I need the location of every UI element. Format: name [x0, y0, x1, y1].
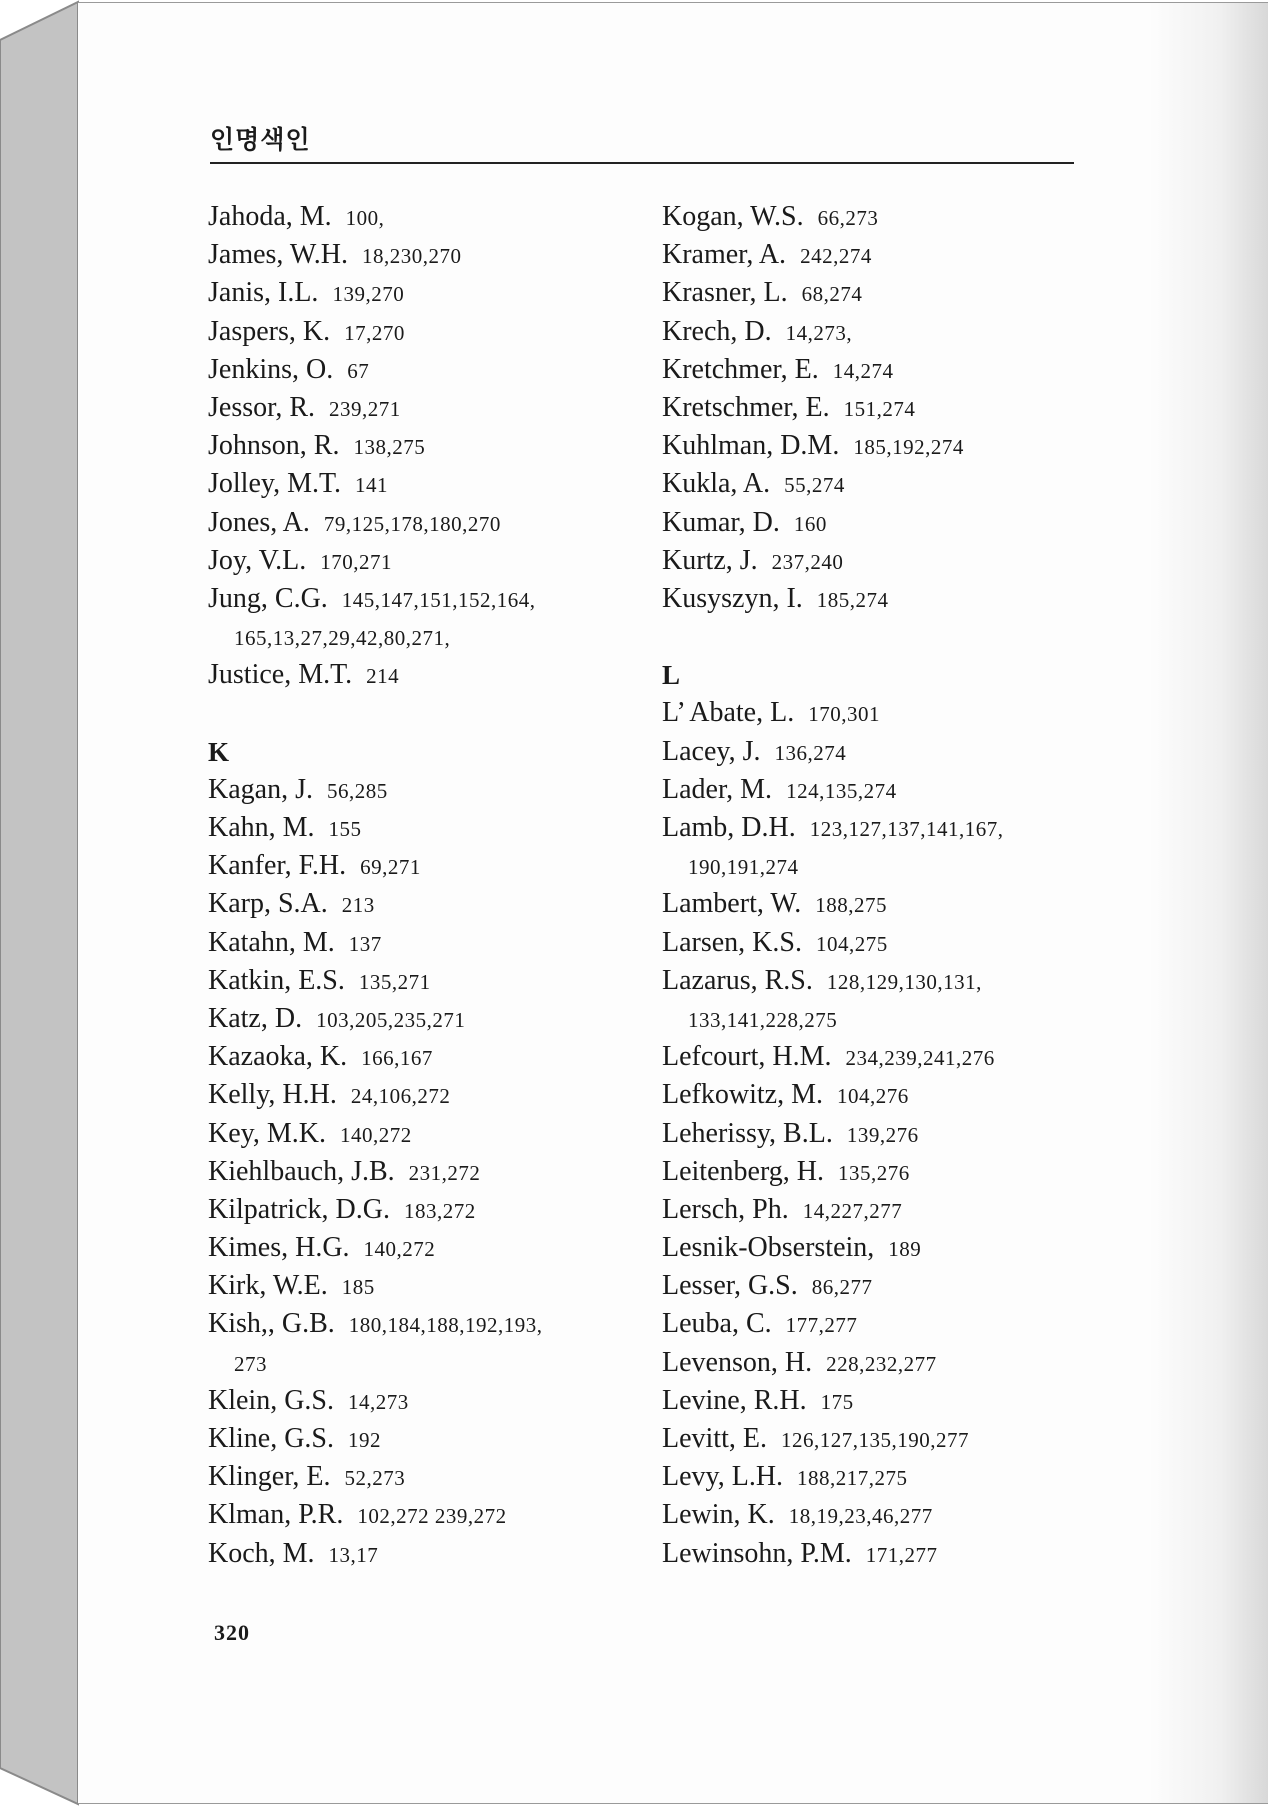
entry-pages: 138,275	[353, 435, 426, 460]
page-number: 320	[214, 1620, 250, 1645]
index-entry	[208, 313, 648, 351]
entry-pages: 123,127,137,141,167,	[809, 817, 1004, 841]
section-letter: L	[662, 660, 681, 691]
index-entry	[662, 1344, 1102, 1382]
index-entry	[662, 351, 1102, 389]
entry-pages: 17,270	[344, 320, 405, 345]
entry-name: Krech, D.	[662, 315, 772, 347]
index-entry	[208, 1191, 648, 1229]
left-index-column	[208, 198, 648, 1573]
index-entry	[662, 809, 1102, 847]
entry-pages: 214	[366, 664, 400, 689]
entry-pages: 242,274	[800, 244, 872, 269]
index-entry	[662, 1305, 1102, 1343]
entry-pages: 155	[328, 817, 362, 841]
entry-name: Jung, C.G.	[208, 582, 328, 614]
entry-pages: 170,301	[808, 702, 880, 727]
entry-name: Kish,, G.B.	[208, 1308, 335, 1340]
index-entry	[662, 1191, 1102, 1229]
entry-name: Jolley, M.T.	[208, 468, 341, 500]
entry-pages: 189	[888, 1237, 922, 1262]
entry-name: Kelly, H.H.	[208, 1079, 337, 1111]
index-entry	[208, 274, 648, 312]
entry-name: Kretschmer, E.	[662, 391, 830, 423]
entry-pages: 14,273,	[785, 320, 853, 345]
entry-name: Kimes, H.G.	[208, 1232, 350, 1264]
entry-name: Justice, M.T.	[208, 659, 353, 691]
index-entry	[662, 1458, 1102, 1496]
entry-name: L’ Abate, L.	[662, 697, 795, 729]
entry-name: Larsen, K.S.	[662, 926, 802, 958]
entry-pages: 67	[347, 358, 370, 383]
entry-name: Kukla, A.	[662, 468, 771, 500]
entry-pages: 135,276	[837, 1160, 910, 1185]
entry-pages: 180,184,188,192,193,	[348, 1313, 543, 1338]
entry-pages: 160	[793, 511, 827, 536]
entry-name: Kogan, W.S.	[662, 201, 804, 232]
index-entry	[662, 1267, 1102, 1305]
index-entry	[662, 885, 1102, 923]
page-header-title: 인명색인	[210, 125, 311, 154]
entry-name: Kazaoka, K.	[208, 1041, 348, 1073]
entry-pages: 24,106,272	[350, 1084, 451, 1109]
index-entry	[662, 465, 1102, 503]
index-entry	[662, 1382, 1102, 1420]
entry-name: Key, M.K.	[208, 1117, 326, 1149]
entry-pages: 273	[234, 1351, 267, 1376]
entry-name: Leherissy, B.L.	[662, 1117, 833, 1149]
entry-pages: 79,125,178,180,270	[323, 511, 501, 536]
index-entry	[662, 733, 1102, 771]
entry-name: Lewinsohn, P.M.	[662, 1537, 852, 1569]
entry-pages: 126,127,135,190,277	[780, 1428, 969, 1452]
entry-name: Lader, M.	[662, 773, 773, 805]
entry-name: Leitenberg, H.	[662, 1155, 824, 1187]
index-entry	[208, 504, 648, 542]
index-entry	[208, 1382, 648, 1420]
entry-pages: 213	[341, 893, 375, 918]
entry-pages: 133,141,228,275	[688, 1007, 838, 1032]
entry-pages: 228,232,277	[826, 1351, 937, 1376]
entry-pages: 165,13,27,29,42,80,271,	[234, 626, 451, 651]
entry-name: Lamb, D.H.	[662, 812, 796, 843]
index-entry	[208, 962, 648, 1000]
entry-name: Kramer, A.	[662, 239, 787, 271]
entry-name: Kumar, D.	[662, 506, 780, 538]
entry-pages: 68,274	[801, 282, 863, 307]
index-entry	[208, 465, 648, 503]
entry-name: Joy, V.L.	[208, 544, 307, 576]
entry-name: Lazarus, R.S.	[662, 964, 813, 996]
entry-name: Kahn, M.	[208, 812, 315, 843]
entry-pages: 234,239,241,276	[845, 1046, 995, 1071]
index-entry	[662, 236, 1102, 274]
index-entry-continuation	[662, 1000, 1102, 1038]
entry-pages: 151,274	[843, 396, 916, 421]
index-entry	[662, 1076, 1102, 1114]
index-entry-continuation	[208, 618, 648, 656]
index-entry	[208, 389, 648, 427]
entry-name: Katz, D.	[208, 1002, 303, 1034]
entry-name: Jahoda, M.	[208, 201, 332, 232]
index-entry	[662, 962, 1102, 1000]
index-entry	[662, 313, 1102, 351]
index-entry	[208, 427, 648, 465]
entry-pages: 18,19,23,46,277	[788, 1504, 933, 1529]
entry-name: Kline, G.S.	[208, 1423, 334, 1454]
index-entry	[208, 656, 648, 694]
entry-name: Kusyszyn, I.	[662, 582, 803, 614]
entry-pages: 137	[348, 931, 382, 956]
index-entry	[662, 1038, 1102, 1076]
index-entry	[662, 771, 1102, 809]
right-index-column	[662, 198, 1102, 1573]
entry-name: Janis, I.L.	[208, 277, 319, 309]
entry-name: Koch, M.	[208, 1537, 315, 1569]
index-entry	[208, 1535, 648, 1573]
entry-name: Kagan, J.	[208, 773, 313, 805]
entry-name: Lambert, W.	[662, 888, 802, 920]
entry-pages: 171,277	[865, 1542, 938, 1567]
entry-pages: 231,272	[408, 1160, 481, 1185]
entry-name: Levy, L.H.	[662, 1461, 784, 1493]
index-entry	[208, 198, 648, 236]
entry-name: Kilpatrick, D.G.	[208, 1193, 390, 1225]
entry-pages: 185,192,274	[853, 435, 964, 460]
section-letter: K	[208, 736, 230, 767]
index-entry	[662, 542, 1102, 580]
index-entry	[662, 580, 1102, 618]
index-entry	[208, 236, 648, 274]
entry-name: Jones, A.	[208, 506, 310, 538]
entry-pages: 190,191,274	[688, 855, 799, 880]
index-entry	[208, 1496, 648, 1534]
entry-pages: 86,277	[811, 1275, 873, 1300]
entry-name: Lefkowitz, M.	[662, 1079, 823, 1111]
entry-name: Lewin, K.	[662, 1499, 775, 1531]
section-spacer	[208, 694, 648, 732]
index-entry	[208, 1076, 648, 1114]
entry-name: Kuhlman, D.M.	[662, 430, 840, 462]
index-entry	[662, 924, 1102, 962]
entry-pages: 124,135,274	[786, 778, 897, 803]
entry-pages: 140,272	[363, 1237, 436, 1262]
entry-pages: 140,272	[339, 1122, 412, 1147]
entry-pages: 66,273	[817, 206, 879, 230]
entry-name: Jenkins, O.	[208, 353, 334, 385]
entry-pages: 188,275	[815, 893, 887, 918]
entry-name: Levenson, H.	[662, 1346, 813, 1378]
index-entry	[662, 198, 1102, 236]
entry-pages: 104,275	[815, 931, 888, 956]
entry-name: Kretchmer, E.	[662, 353, 819, 385]
index-entry	[208, 1115, 648, 1153]
entry-pages: 139,270	[332, 282, 405, 307]
entry-pages: 166,167	[361, 1046, 433, 1071]
index-entry	[208, 580, 648, 618]
index-entry	[208, 809, 648, 847]
entry-pages: 55,274	[784, 473, 845, 498]
index-entry	[662, 1153, 1102, 1191]
entry-name: Jessor, R.	[208, 391, 315, 423]
index-entry-continuation	[662, 847, 1102, 885]
entry-pages: 13,17	[328, 1542, 379, 1567]
entry-name: Johnson, R.	[208, 430, 340, 462]
section-spacer	[662, 618, 1102, 656]
entry-pages: 103,205,235,271	[316, 1007, 466, 1032]
entry-pages: 188,217,275	[797, 1466, 908, 1491]
entry-pages: 185,274	[816, 587, 889, 612]
entry-name: Karp, S.A.	[208, 888, 328, 920]
entry-name: Katahn, M.	[208, 926, 335, 958]
entry-pages: 52,273	[344, 1466, 406, 1491]
index-entry	[662, 1229, 1102, 1267]
index-entry	[208, 1420, 648, 1458]
entry-name: Jaspers, K.	[208, 315, 331, 347]
entry-pages: 56,285	[326, 778, 388, 803]
entry-pages: 136,274	[774, 740, 847, 765]
entry-pages: 237,240	[771, 549, 844, 574]
entry-name: Krasner, L.	[662, 277, 788, 309]
entry-pages: 139,276	[846, 1122, 919, 1147]
index-entry	[662, 427, 1102, 465]
entry-pages: 128,129,130,131,	[826, 969, 982, 994]
entry-pages: 69,271	[360, 855, 421, 880]
index-entry	[208, 1267, 648, 1305]
entry-name: Klinger, E.	[208, 1461, 331, 1493]
entry-pages: 183,272	[403, 1198, 476, 1223]
entry-name: Lefcourt, H.M.	[662, 1041, 832, 1073]
entry-pages: 135,271	[358, 969, 431, 994]
index-entry	[208, 847, 648, 885]
entry-pages: 185	[341, 1275, 375, 1300]
index-entry	[208, 1038, 648, 1076]
entry-name: Kiehlbauch, J.B.	[208, 1155, 395, 1187]
index-entry	[208, 885, 648, 923]
index-entry	[208, 1153, 648, 1191]
entry-pages: 14,227,277	[802, 1198, 903, 1223]
entry-name: Kanfer, F.H.	[208, 850, 347, 882]
entry-name: Lesnik-Obserstein,	[662, 1232, 875, 1264]
index-entry	[208, 771, 648, 809]
entry-pages: 18,230,270	[362, 244, 462, 269]
entry-name: Leuba, C.	[662, 1308, 772, 1340]
entry-pages: 104,276	[836, 1084, 909, 1109]
index-entry	[662, 1496, 1102, 1534]
entry-name: James, W.H.	[208, 239, 348, 271]
index-entry	[208, 1458, 648, 1496]
entry-name: Lacey, J.	[662, 735, 761, 767]
index-entry	[662, 274, 1102, 312]
index-entry	[208, 1305, 648, 1343]
entry-pages: 175	[820, 1389, 854, 1414]
index-entry	[662, 1535, 1102, 1573]
entry-pages: 239,271	[329, 396, 401, 421]
entry-name: Klein, G.S.	[208, 1384, 334, 1416]
entry-name: Levine, R.H.	[662, 1384, 807, 1416]
entry-name: Kirk, W.E.	[208, 1270, 328, 1302]
entry-pages: 192	[348, 1428, 381, 1452]
index-entry	[662, 389, 1102, 427]
index-entry	[208, 1000, 648, 1038]
entry-pages: 145,147,151,152,164,	[341, 587, 536, 612]
entry-name: Lesser, G.S.	[662, 1270, 798, 1302]
entry-pages: 100,	[345, 206, 385, 230]
index-entry-continuation	[208, 1344, 648, 1382]
index-entry	[662, 694, 1102, 732]
entry-pages: 102,272 239,272	[357, 1504, 507, 1529]
entry-name: Kurtz, J.	[662, 544, 758, 576]
index-entry	[208, 542, 648, 580]
entry-name: Levitt, E.	[662, 1423, 767, 1454]
header-divider	[210, 162, 1074, 164]
entry-pages: 14,273	[348, 1389, 409, 1414]
entry-pages: 141	[355, 473, 388, 498]
index-entry	[662, 504, 1102, 542]
entry-pages: 170,271	[320, 549, 393, 574]
index-entry	[208, 1229, 648, 1267]
entry-pages: 14,274	[832, 358, 894, 383]
index-entry	[662, 1420, 1102, 1458]
index-entry	[662, 1115, 1102, 1153]
entry-name: Katkin, E.S.	[208, 964, 345, 996]
entry-name: Klman, P.R.	[208, 1499, 344, 1531]
entry-pages: 177,277	[785, 1313, 858, 1338]
index-entry	[208, 351, 648, 389]
index-entry	[208, 924, 648, 962]
entry-name: Lersch, Ph.	[662, 1193, 789, 1225]
